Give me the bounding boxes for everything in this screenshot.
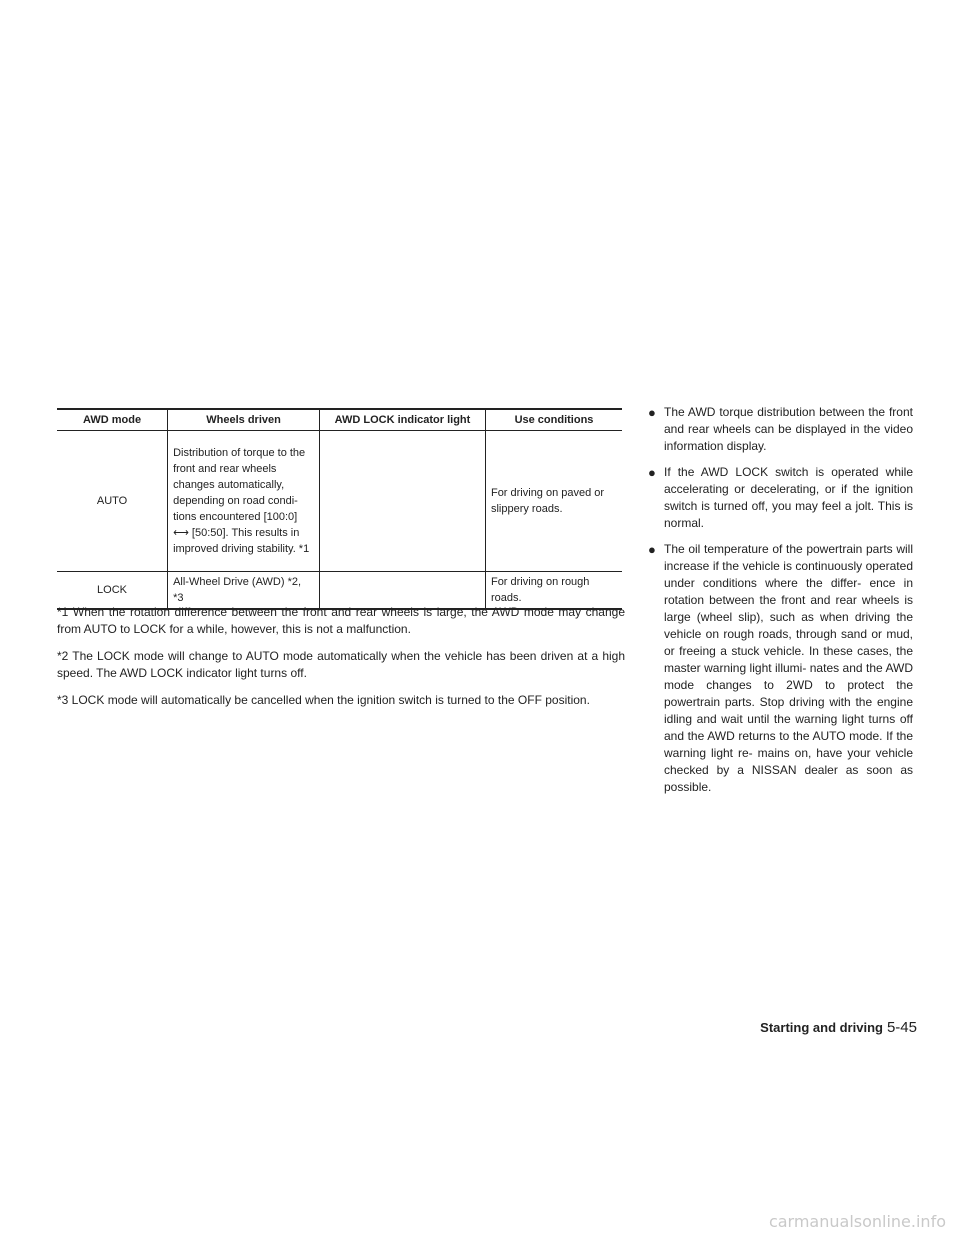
table-header-row [57, 409, 622, 431]
bullet-icon: ● [648, 465, 656, 480]
list-item [648, 464, 913, 532]
cell-mode: LOCK [57, 572, 168, 610]
bullet-list [648, 404, 913, 805]
cell-mode: AUTO [57, 431, 168, 572]
list-item [648, 541, 913, 796]
cell-indicator-light [320, 431, 486, 572]
cell-use-conditions: For driving on paved or slippery roads. [485, 431, 622, 572]
awd-mode-table [57, 408, 622, 610]
footnote-3: *3 LOCK mode will automatically be cancelled when the ignition switch is turned to the OFF position. [57, 693, 590, 707]
footnote-1: *1 When the rotation difference between the front and rear wheels is large, the AWD mode may change from AUTO to LOCK for a while, however, this is not a malfunction. [57, 605, 625, 636]
header-wheels-driven: Wheels driven [168, 409, 320, 431]
bullet-text: If the AWD LOCK switch is operated while accelerating or decelerating, or if the ignition switch is turned off, you may feel a jolt. This is normal. [664, 465, 913, 530]
cell-wheels-driven: All-Wheel Drive (AWD) *2, *3 [168, 572, 320, 610]
cell-use-conditions: For driving on rough roads. [485, 572, 622, 610]
header-indicator-light: AWD LOCK indicator light [320, 409, 486, 431]
header-awd-mode: AWD mode [57, 409, 168, 431]
bullet-icon: ● [648, 405, 656, 420]
page-number: 5-45 [886, 1019, 917, 1036]
bullet-icon: ● [648, 542, 656, 557]
watermark[interactable]: carmanualsonline.info [768, 1212, 946, 1231]
page-footer [733, 1019, 917, 1037]
table-row [57, 431, 622, 572]
bullet-text: The AWD torque distribution between the front and rear wheels can be displayed in the video information display. [664, 405, 913, 453]
list-item [648, 404, 913, 455]
header-use-conditions: Use conditions [485, 409, 622, 431]
cell-wheels-driven: Distribution of torque to the front and rear wheels changes automatically, depending on road condi- tions encountered [100:0] ⟷ [50:50]. This results in improved driving stability. *1 [168, 431, 320, 572]
bullet-text: The oil temperature of the powertrain parts will increase if the vehicle is continuously operated under conditions where the differ- ence in rotation between the front and rear wheels is large (wheel slip), such as when driving the vehicle on rough roads, through sand or mud, or freeing a stuck vehicle. In these cases, the master warning light illumi- nates and the AWD mode changes to 2WD to protect the powertrain parts. Stop driving with the engine idling and wait until the warning light turns off and the AWD returns to the AUTO mode. If the warning light re- mains on, have your vehicle checked by a NISSAN dealer as soon as possible. [664, 542, 913, 794]
section-title: Starting and driving [760, 1020, 883, 1035]
footnote-2: *2 The LOCK mode will change to AUTO mode automatically when the vehicle has been driven at a high speed. The AWD LOCK indicator light turns off. [57, 649, 625, 680]
footnotes [57, 604, 625, 719]
